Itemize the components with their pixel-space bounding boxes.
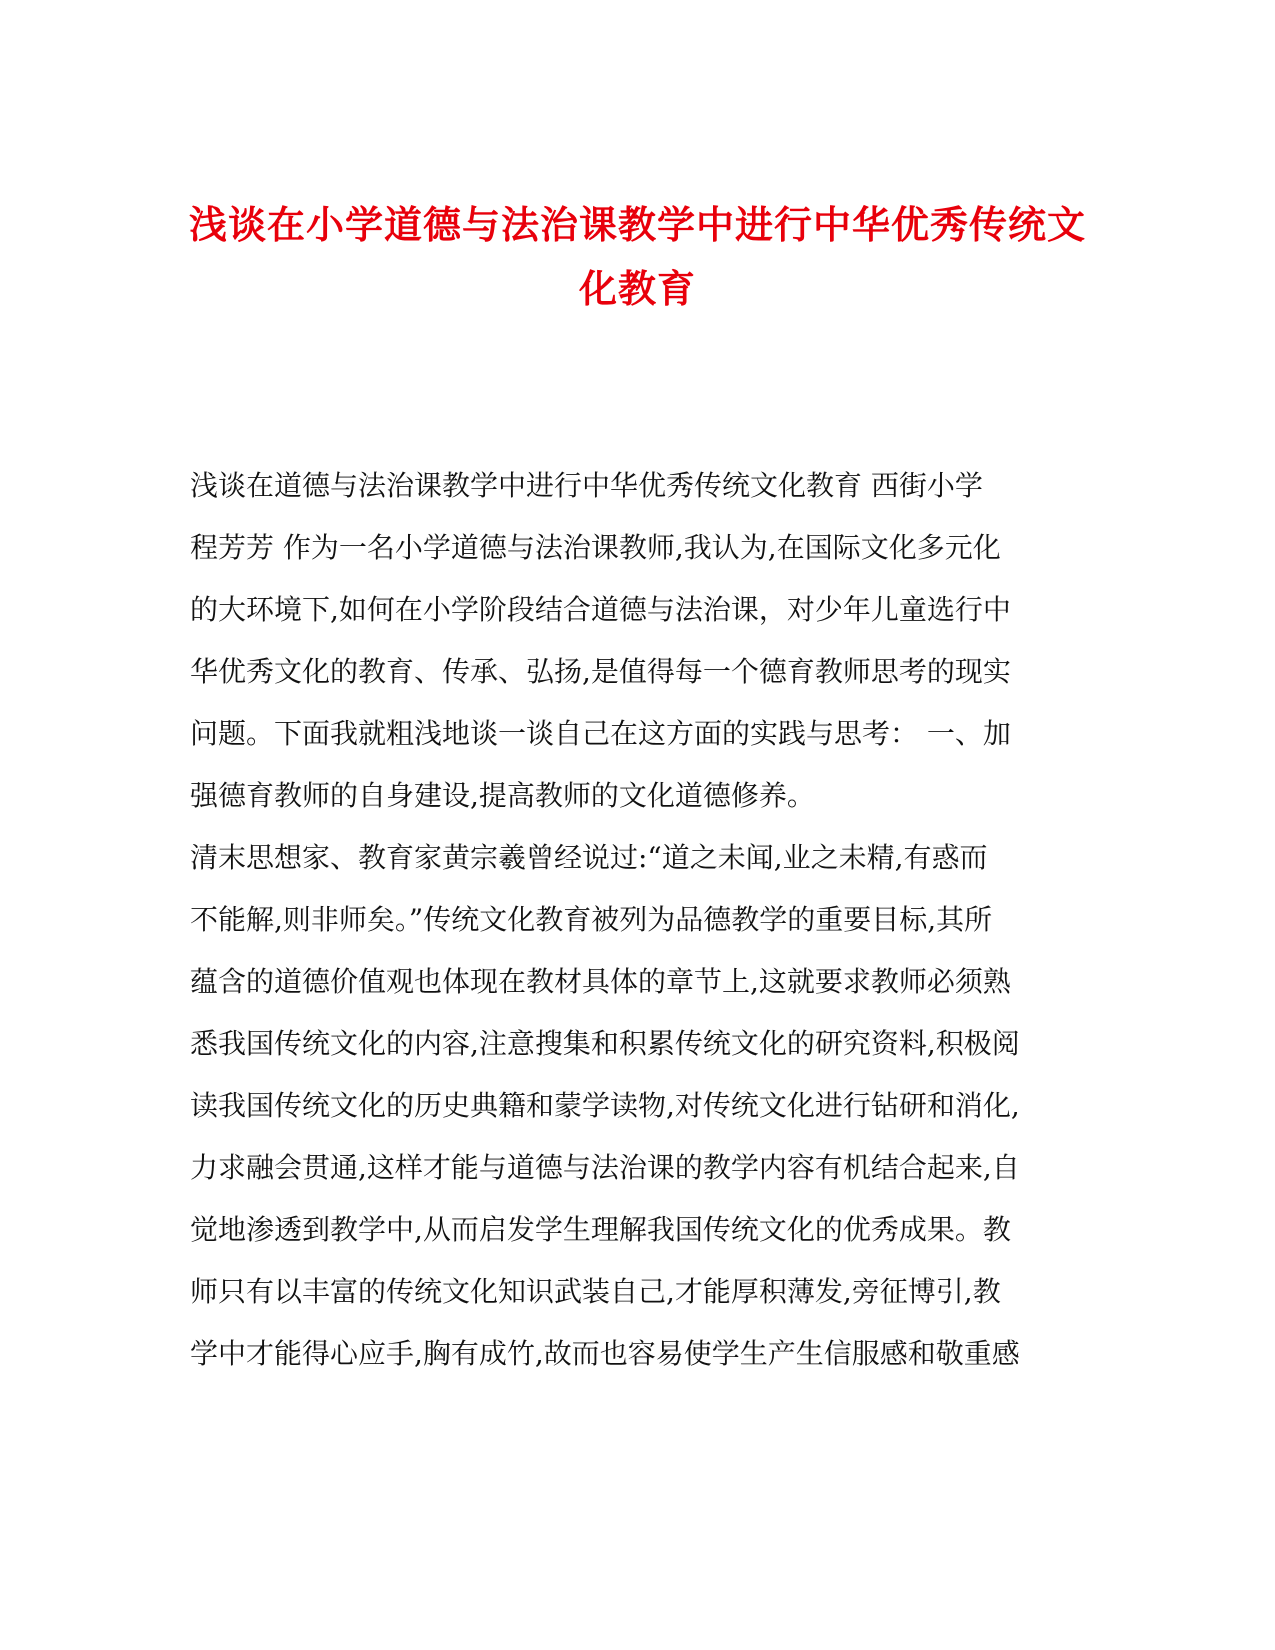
body-line-14: 师只有以丰富的传统文化知识武装自己,才能厚积薄发,旁征博引,教 — [190, 1275, 1001, 1308]
title-line-1: 浅谈在小学道德与法治课教学中进行中华优秀传统文 — [188, 202, 1086, 248]
body-line-1: 浅谈在道德与法治课教学中进行中华优秀传统文化教育 西街小学 — [190, 469, 983, 502]
body-line-15: 学中才能得心应手,胸有成竹,故而也容易使学生产生信服感和敬重感 — [190, 1337, 1020, 1370]
document-title — [150, 193, 1125, 321]
body-line-4: 华优秀文化的教育、传承、弘扬,是值得每一个德育教师思考的现实 — [190, 655, 1011, 688]
body-line-8: 不能解,则非师矣。”传统文化教育被列为品德教学的重要目标,其所 — [190, 903, 993, 936]
body-line-7: 清末思想家、教育家黄宗羲曾经说过:“道之未闻,业之未精,有惑而 — [190, 841, 988, 874]
body-line-11: 读我国传统文化的历史典籍和蒙学读物,对传统文化进行钻研和消化, — [190, 1089, 1020, 1122]
body-line-2: 程芳芳 作为一名小学道德与法治课教师,我认为,在国际文化多元化 — [190, 531, 1001, 564]
body-line-3: 的大环境下,如何在小学阶段结合道德与法治课，对少年儿童选行中 — [190, 593, 1011, 626]
body-line-10: 悉我国传统文化的内容,注意搜集和积累传统文化的研究资料,积极阅 — [190, 1027, 1020, 1060]
body-line-12: 力求融会贯通,这样才能与道德与法治课的教学内容有机结合起来,自 — [190, 1151, 1020, 1184]
body-line-6: 强德育教师的自身建设,提高教师的文化道德修养。 — [190, 779, 815, 812]
body-line-13: 觉地渗透到教学中,从而启发学生理解我国传统文化的优秀成果。教 — [190, 1213, 1011, 1246]
title-line-2: 化教育 — [578, 266, 696, 312]
body-line-9: 蕴含的道德价值观也体现在教材具体的章节上,这就要求教师必须熟 — [190, 965, 1011, 998]
body-line-5: 问题。下面我就粗浅地谈一谈自己在这方面的实践与思考： 一、加 — [190, 717, 1011, 750]
